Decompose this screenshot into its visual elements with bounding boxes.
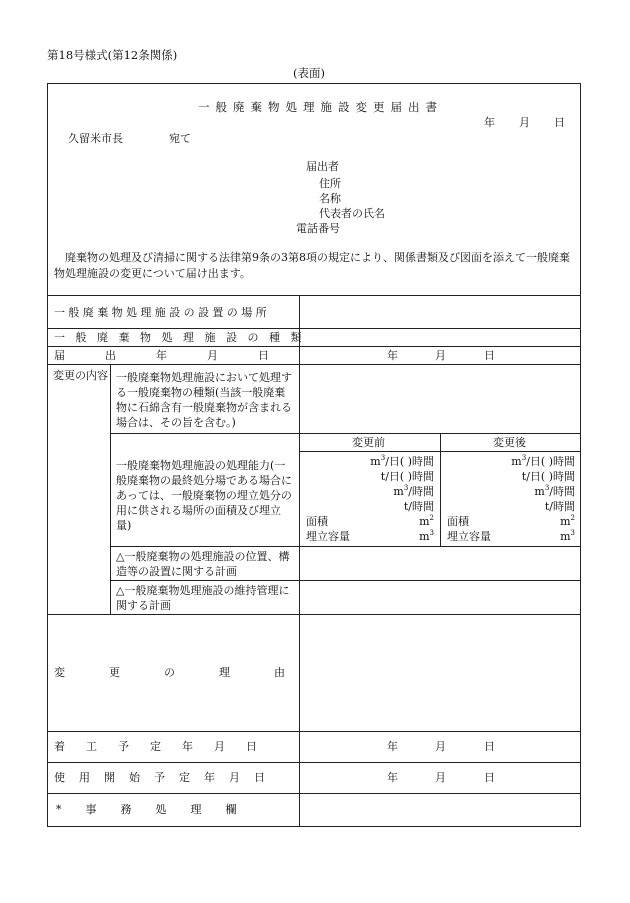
header-month-label: 月 <box>519 116 530 129</box>
notifier-address-label: 住所 <box>319 177 341 190</box>
capacity-label: 一般廃棄物処理施設の処理能力(一般廃棄物の最終処分場である場合にあっては、一般廃棄物の埋立処分の用に供される場所の面積及び埋立量) <box>116 459 292 532</box>
notification-form <box>47 83 581 827</box>
before-column-header: 変更前 <box>352 436 385 449</box>
notifier-representative-label: 代表者の氏名 <box>319 207 385 220</box>
construction-start-year: 年 <box>387 740 398 753</box>
grid-line <box>48 346 580 347</box>
header-year-label: 年 <box>484 116 495 129</box>
reason-row-label: 変更の理由 <box>54 666 329 679</box>
operation-start-day: 日 <box>484 771 495 784</box>
operation-start-year: 年 <box>387 771 398 784</box>
change-content-label: 変更の内容 <box>53 369 108 382</box>
grid-line <box>48 364 580 365</box>
waste-types-label: 一般廃棄物処理施設において処理する一般廃棄物の種類(当該一般廃棄物に石綿含有一般廃棄物が含まれる場合は、その旨を含む。) <box>116 371 292 429</box>
before-area-unit: $m^2$ <box>419 514 434 528</box>
after-m3-day-hours: $m^3/$日( )時間 <box>511 454 575 468</box>
grid-line <box>48 328 580 329</box>
before-m3-day-hours: $m^3/$日( )時間 <box>370 454 434 468</box>
after-t-day-hours: t/日( )時間 <box>521 470 575 483</box>
before-t-day-hours: t/日( )時間 <box>380 470 434 483</box>
location-row-text: 一般廃棄物処理施設の設置の場所 <box>54 306 270 319</box>
grid-line <box>48 793 580 794</box>
after-column-header: 変更後 <box>493 436 526 449</box>
grid-line <box>48 762 580 763</box>
notifier-phone-label: 電話番号 <box>296 222 340 235</box>
grid-line <box>440 433 441 546</box>
notification-date-day: 日 <box>484 349 495 362</box>
grid-line <box>48 295 580 296</box>
before-volume-unit: $m^3$ <box>419 529 434 543</box>
grid-line <box>110 433 580 434</box>
notifier-heading: 届出者 <box>306 160 339 173</box>
after-volume-unit: $m^3$ <box>560 529 575 543</box>
operation-start-month: 月 <box>435 771 446 784</box>
maintenance-plan-label: △一般廃棄物処理施設の維持管理に関する計画 <box>116 584 290 612</box>
after-volume-label: 埋立容量 <box>447 530 491 543</box>
grid-line <box>110 546 580 547</box>
after-t-hour: t/時間 <box>544 500 575 513</box>
operation-start-label: 使用開始予定年月日 <box>54 771 279 784</box>
notification-date-month: 月 <box>435 349 446 362</box>
type-row-label: 一般廃棄物処理施設の種類 <box>54 331 312 344</box>
before-m3-hour: $m^3/$時間 <box>393 484 434 498</box>
statement-text: 廃棄物の処理及び清掃に関する法律第9条の3第8項の規定により、関係書類及び図面を添えて一般廃棄物処理施設の変更について届け出ます。 <box>54 251 570 280</box>
grid-line <box>299 295 300 826</box>
after-m3-hour: $m^3/$時間 <box>534 484 575 498</box>
notification-date-label: 届出年月日 <box>54 349 309 362</box>
addressee-suffix: 宛て <box>169 132 191 145</box>
construction-start-month: 月 <box>435 740 446 753</box>
form-number: 第18号様式(第12条関係) <box>47 48 178 62</box>
notifier-name-label: 名称 <box>319 192 341 205</box>
form-title: 一般廃棄物処理施設変更届出書 <box>198 100 443 114</box>
grid-line <box>48 614 580 615</box>
notification-date-year: 年 <box>387 349 398 362</box>
office-use-label: *事務処理欄 <box>56 803 261 816</box>
addressee-name: 久留米市長 <box>68 132 123 145</box>
grid-line <box>48 731 580 732</box>
location-plan-label: △一般廃棄物の処理施設の位置、構造等の設置に関する計画 <box>116 550 290 578</box>
grid-line <box>110 364 111 614</box>
after-area-label: 面積 <box>447 515 469 528</box>
before-area-label: 面積 <box>306 515 328 528</box>
header-day-label: 日 <box>554 116 565 129</box>
construction-start-day: 日 <box>484 740 495 753</box>
before-t-hour: t/時間 <box>403 500 434 513</box>
after-area-unit: $m^2$ <box>560 514 575 528</box>
side-label: (表面) <box>293 66 325 80</box>
before-volume-label: 埋立容量 <box>306 530 350 543</box>
grid-line <box>110 580 580 581</box>
location-row-label <box>54 307 292 318</box>
construction-start-label: 着工予定年月日 <box>54 740 278 753</box>
